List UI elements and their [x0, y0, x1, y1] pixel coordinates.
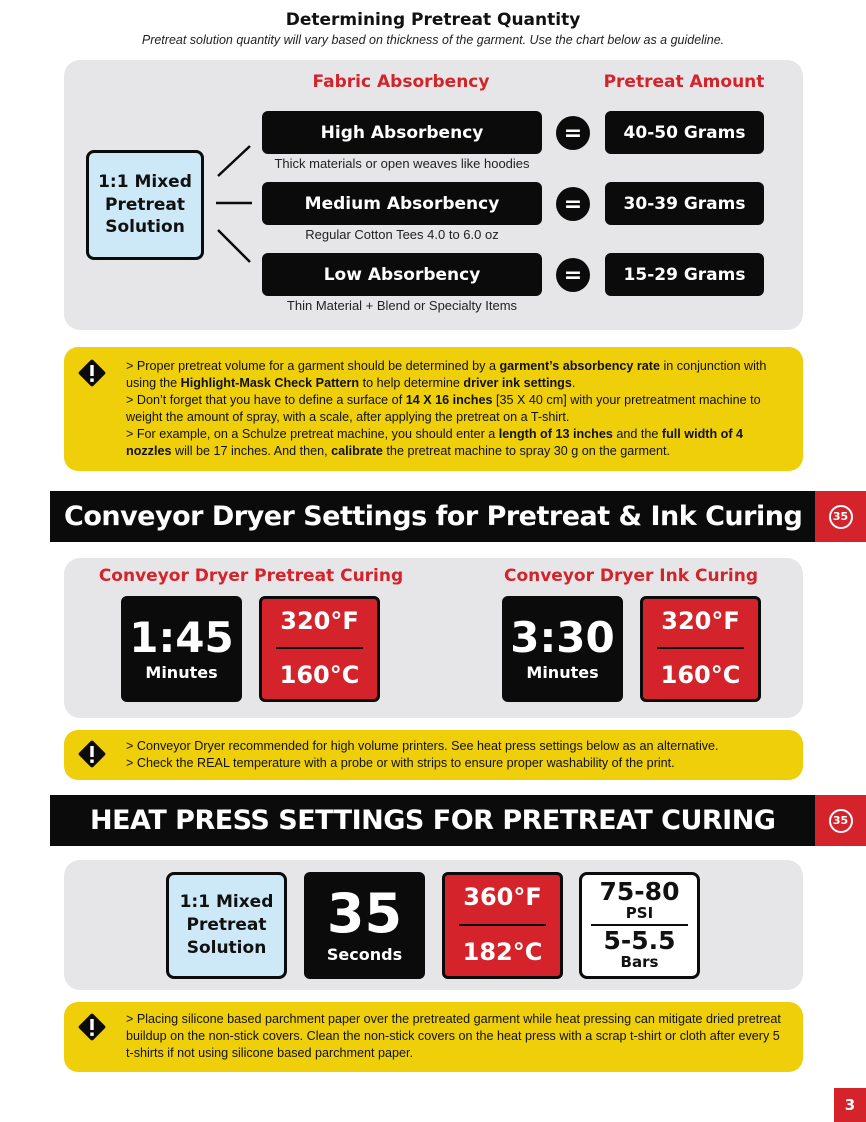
low-absorbency-amount: 15-29 Grams: [605, 253, 764, 296]
mixed-pretreat-box: 1:1 Mixed Pretreat Solution: [86, 150, 204, 260]
warning-icon: [75, 737, 109, 771]
warning-icon: [75, 1010, 109, 1044]
conveyor-badge: [815, 491, 866, 542]
heatpress-temp: [442, 872, 563, 979]
conveyor-banner: [50, 491, 815, 542]
conveyor-pretreat-heading: Conveyor Dryer Pretreat Curing: [98, 566, 404, 586]
heatpress-temp-c: 182°C: [462, 938, 543, 966]
equals-icon: =: [556, 116, 590, 150]
pretreat-temp-c: 160°C: [279, 661, 360, 689]
conveyor-ink-temp: [640, 596, 761, 702]
pretreat-time-value: 1:45: [129, 612, 234, 662]
pretreat-subtitle: Pretreat solution quantity will vary based on thickness of the garment. Use the chart below as a guideline.: [141, 33, 725, 47]
warning-icon: [75, 356, 109, 390]
medium-absorbency-label: Medium Absorbency: [262, 182, 542, 225]
high-absorbency-label: High Absorbency: [262, 111, 542, 154]
heatpress-banner: [50, 795, 815, 846]
conveyor-banner-title: Conveyor Dryer Settings for Pretreat & Ink Curing: [64, 501, 803, 532]
conveyor-pretreat-time: [121, 596, 242, 702]
heatpress-time-value: 35: [326, 882, 403, 945]
heatpress-time: [304, 872, 425, 979]
medium-absorbency-desc: Regular Cotton Tees 4.0 to 6.0 oz: [305, 227, 499, 242]
heatpress-note-text: > Placing silicone based parchment paper over the pretreated garment while heat pressing can mitigate dried pretreat buildup on the non-stick covers. Clean the non-stick covers on the heat press with a scrap t-shirt or cloth after every 5 t-shirts if not using silicone based parchment paper.: [126, 1012, 781, 1060]
fabric-absorbency-heading: Fabric Absorbency: [312, 72, 490, 92]
heatpress-mix-box: 1:1 Mixed Pretreat Solution: [166, 872, 287, 979]
ink-time-value: 3:30: [510, 612, 615, 662]
low-absorbency-label: Low Absorbency: [262, 253, 542, 296]
ink-temp-c: 160°C: [660, 661, 741, 689]
psi-value: 75-80: [599, 877, 680, 906]
heatpress-badge: [815, 795, 866, 846]
ink-time-unit: Minutes: [526, 662, 599, 682]
high-absorbency-amount: 40-50 Grams: [605, 111, 764, 154]
heatpress-pressure: [579, 872, 700, 979]
heatpress-banner-title: HEAT PRESS SETTINGS FOR PRETREAT CURING: [90, 805, 776, 836]
conveyor-ink-time: [502, 596, 623, 702]
pretreat-time-unit: Minutes: [145, 662, 218, 682]
conveyor-ink-heading: Conveyor Dryer Ink Curing: [503, 566, 759, 586]
heatpress-temp-f: 360°F: [463, 883, 542, 911]
equals-icon: =: [556, 187, 590, 221]
connector-lines: [214, 140, 254, 270]
pretreat-temp-f: 320°F: [280, 607, 359, 635]
low-absorbency-desc: Thin Material + Blend or Specialty Items: [286, 298, 518, 313]
bar-value: 5-5.5: [603, 926, 676, 955]
pretreat-amount-heading: Pretreat Amount: [603, 72, 765, 92]
temp-divider: [276, 647, 363, 649]
high-absorbency-desc: Thick materials or open weaves like hoodies: [274, 156, 530, 171]
psi-unit: PSI: [625, 904, 654, 922]
bar-unit: Bars: [620, 953, 659, 971]
equals-icon: =: [556, 258, 590, 292]
badge-35-icon: 35: [829, 809, 853, 833]
temp-divider: [459, 924, 546, 926]
badge-35-icon: 35: [829, 505, 853, 529]
pretreat-title: Determining Pretreat Quantity: [285, 10, 581, 30]
temp-divider: [657, 647, 744, 649]
conveyor-pretreat-temp: [259, 596, 380, 702]
page-number: 3: [834, 1088, 866, 1122]
medium-absorbency-amount: 30-39 Grams: [605, 182, 764, 225]
pretreat-note-text: > Proper pretreat volume for a garment should be determined by a garment’s absorbency rate in conjunction with using the Highlight-Mask Check Pattern to help determine driver ink settings. > Don’t forget that you have to define a surface of 14 X 16 inches [35 X 40 cm] with your pretreatment machine to weight the amount of spray, with a scale, after applying the pretreat on a T-shirt. > For example, on a Schulze pretreat machine, you should enter a length of 13 inches and the full width of 4 nozzles will be 17 inches. And then, calibrate the pretreat machine to spray 30 g on the garment.: [126, 359, 767, 458]
heatpress-time-unit: Seconds: [326, 945, 403, 964]
conveyor-note-text: > Conveyor Dryer recommended for high volume printers. See heat press settings below as an alternative. > Check the REAL temperature with a probe or with strips to ensure proper washability of the print.: [126, 739, 719, 770]
ink-temp-f: 320°F: [661, 607, 740, 635]
